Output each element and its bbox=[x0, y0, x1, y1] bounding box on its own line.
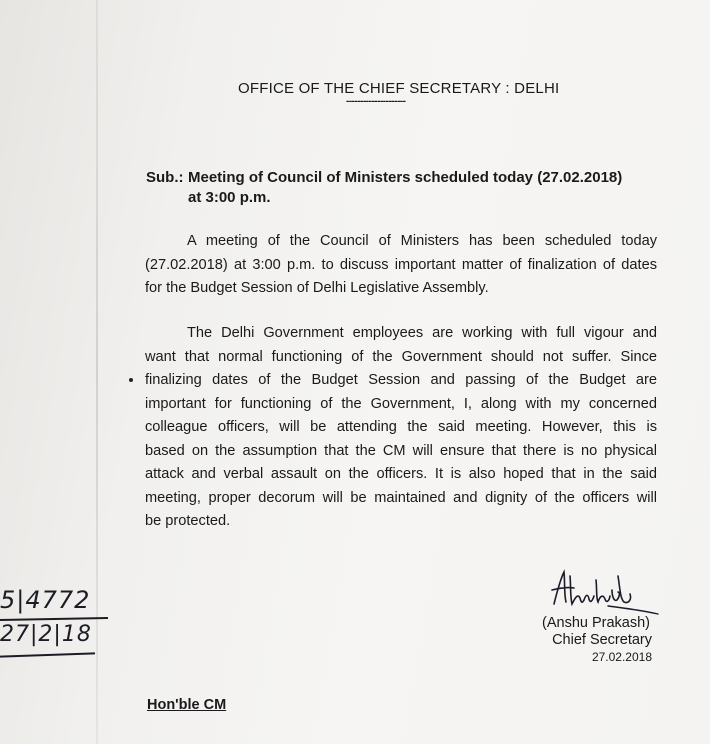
handwritten-diary-number: 5|4772 bbox=[0, 586, 91, 614]
paragraph-1 bbox=[145, 230, 657, 301]
paragraph-2-line: colleague officers, will be attending the said meeting. However, this is bbox=[145, 419, 657, 435]
paragraph-2 bbox=[145, 322, 657, 534]
paragraph-2-line: important for functioning of the Government, I, along with my concerned bbox=[145, 395, 657, 412]
handwritten-underline bbox=[0, 617, 108, 621]
subject-text-1: Meeting of Council of Ministers scheduled today (27.02.2018) bbox=[188, 169, 623, 186]
paragraph-2-line: want that normal functioning of the Government should not suffer. Since bbox=[145, 348, 657, 365]
margin-dot bbox=[129, 378, 133, 382]
subject-label: Sub.: bbox=[146, 169, 184, 186]
paper-fold-line bbox=[96, 0, 98, 744]
paragraph-2-line: finalizing dates of the Budget Session and passing of the Budget are bbox=[145, 372, 657, 388]
paragraph-2-line: be protected. bbox=[145, 513, 231, 529]
paragraph-1-line: (27.02.2018) at 3:00 p.m. to discuss important matter of finalization of dates bbox=[145, 256, 657, 273]
addressee: Hon'ble CM bbox=[147, 697, 227, 713]
subject-block bbox=[146, 168, 622, 208]
subject-line-1 bbox=[146, 168, 622, 188]
paragraph-2-line: attack and verbal assault on the officers. It is also hoped that in the said bbox=[145, 466, 657, 482]
handwritten-underline bbox=[0, 652, 95, 657]
office-header: OFFICE OF THE CHIEF SECRETARY : DELHI bbox=[238, 80, 560, 97]
signatory-block bbox=[542, 615, 652, 666]
paragraph-1-line: for the Budget Session of Delhi Legislative Assembly. bbox=[145, 280, 489, 296]
header-underline: --------------------- bbox=[346, 96, 406, 107]
signature-date: 27.02.2018 bbox=[591, 650, 652, 664]
subject-line-2: at 3:00 p.m. bbox=[188, 189, 271, 206]
paragraph-2-line: based on the assumption that the CM will ensure that there is no physical bbox=[145, 442, 657, 459]
paragraph-1-line: A meeting of the Council of Ministers has been scheduled today bbox=[187, 233, 657, 249]
handwritten-signature bbox=[540, 566, 670, 616]
signatory-designation: Chief Secretary bbox=[552, 632, 652, 648]
handwritten-diary-date: 27|2|18 bbox=[0, 622, 92, 647]
paragraph-2-line: meeting, proper decorum will be maintained and dignity of the officers will bbox=[145, 489, 657, 506]
signatory-name: (Anshu Prakash) bbox=[542, 615, 650, 631]
paragraph-2-line: The Delhi Government employees are working with full vigour and bbox=[187, 325, 657, 341]
